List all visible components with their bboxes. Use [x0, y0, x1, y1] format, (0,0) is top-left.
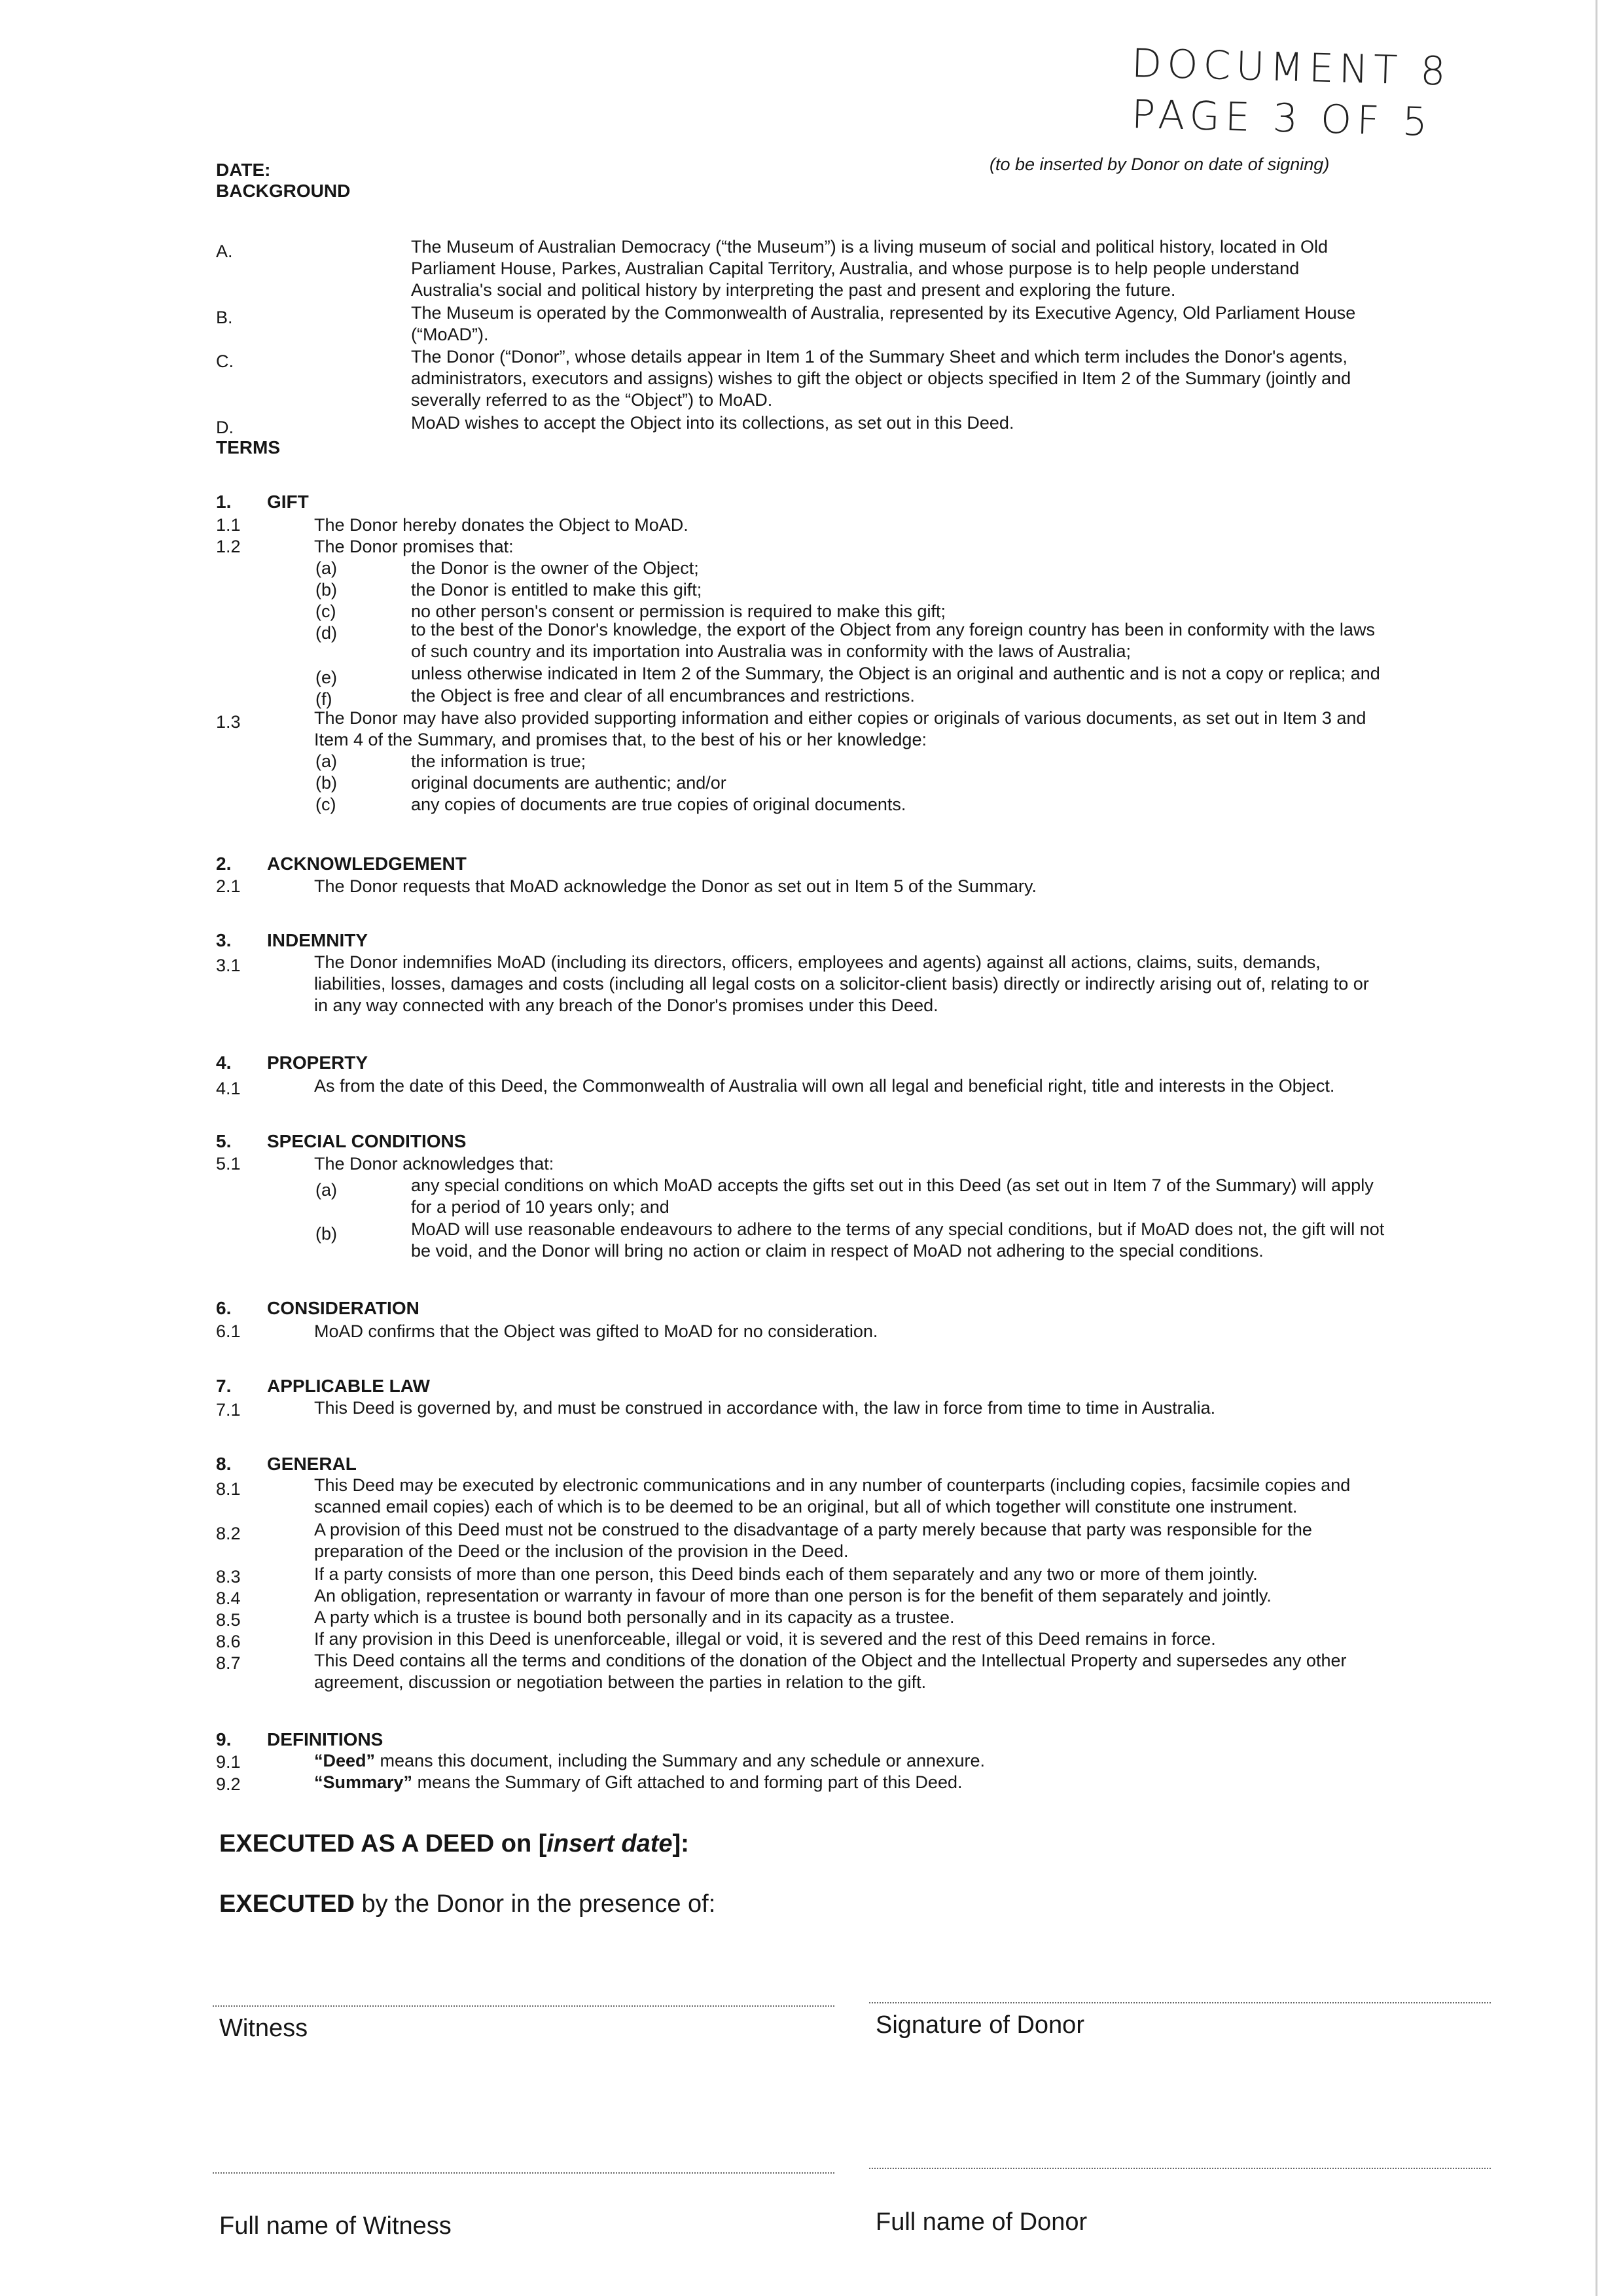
handwritten-page-number: PAGE 3 OF 5 [1131, 92, 1433, 146]
clause-text: in any way connected with any breach of the Donor's promises under this Deed. [314, 996, 938, 1015]
witness-label: Witness [219, 2015, 308, 2042]
clause-number: 8.2 [216, 1524, 241, 1543]
section-number: 7. [216, 1376, 232, 1396]
section-title: DEFINITIONS [267, 1729, 383, 1749]
section-number: 8. [216, 1454, 232, 1474]
date-label: DATE: [216, 160, 271, 180]
clause-text: preparation of the Deed or the inclusion of the provision in the Deed. [314, 1541, 849, 1561]
clause-number: 8.7 [216, 1653, 241, 1673]
clause-text: The Donor may have also provided supporting information and either copies or originals of various documents, as set out in Item 3 and [314, 708, 1366, 728]
executed-word: EXECUTED [219, 1890, 355, 1918]
recital-label: A. [216, 242, 233, 261]
item-label: (f) [315, 689, 332, 709]
clause-text: As from the date of this Deed, the Commonwealth of Australia will own all legal and beneficial right, title and interests in the Object. [314, 1076, 1335, 1096]
recital-label: D. [216, 418, 234, 437]
item-text: the Object is free and clear of all encumbrances and restrictions. [411, 686, 915, 706]
section-number: 1. [216, 492, 232, 512]
item-label: (a) [315, 558, 337, 578]
section-title: GIFT [267, 492, 309, 512]
donor-signature-line [869, 2002, 1491, 2003]
clause-text: The Donor acknowledges that: [314, 1154, 554, 1174]
definition-body: means this document, including the Summary and any schedule or annexure. [375, 1751, 986, 1770]
clause-text: The Donor indemnifies MoAD (including its directors, officers, employees and agents) against all actions, claims, suits, demands, [314, 952, 1321, 972]
clause-number: 8.3 [216, 1567, 241, 1587]
clause-text: The Donor hereby donates the Object to MoAD. [314, 515, 688, 535]
section-title: SPECIAL CONDITIONS [267, 1131, 467, 1151]
clause-number: 2.1 [216, 876, 241, 896]
section-title: GENERAL [267, 1454, 357, 1474]
clause-number: 1.1 [216, 515, 241, 535]
section-number: 9. [216, 1729, 232, 1749]
clause-number: 1.3 [216, 712, 241, 732]
executed-as-deed-end: ]: [672, 1830, 689, 1857]
recital-text: The Museum is operated by the Commonwealth of Australia, represented by its Executive Agency, Old Parliament House [411, 303, 1356, 323]
clause-text: scanned email copies) each of which is to be deemed to be an original, but all of which together will constitute one instrument. [314, 1497, 1298, 1516]
donor-name-line [869, 2168, 1491, 2169]
insert-date-placeholder: insert date [546, 1830, 673, 1857]
clause-number: 9.1 [216, 1752, 241, 1772]
clause-text: Item 4 of the Summary, and promises that, to the best of his or her knowledge: [314, 730, 927, 749]
item-text: the Donor is the owner of the Object; [411, 558, 699, 578]
clause-text: This Deed contains all the terms and conditions of the donation of the Object and the Intellectual Property and supersedes any other [314, 1651, 1347, 1670]
recital-label: B. [216, 308, 233, 327]
section-number: 6. [216, 1298, 232, 1318]
clause-number: 8.5 [216, 1610, 241, 1630]
item-label: (b) [315, 580, 337, 600]
section-title: CONSIDERATION [267, 1298, 419, 1318]
item-label: (c) [315, 795, 336, 814]
clause-text: agreement, discussion or negotiation between the parties in relation to the gift. [314, 1672, 927, 1692]
item-text: for a period of 10 years only; and [411, 1197, 669, 1217]
item-text: be void, and the Donor will bring no action or claim in respect of MoAD not adhering to the special conditions. [411, 1241, 1264, 1261]
clause-text: An obligation, representation or warranty in favour of more than one person is for the benefit of them separately and jointly. [314, 1586, 1272, 1605]
item-label: (a) [315, 751, 337, 771]
section-title: PROPERTY [267, 1052, 368, 1073]
handwritten-document-number: DOCUMENT 8 [1131, 41, 1452, 95]
section-title: INDEMNITY [267, 930, 368, 950]
item-label: (d) [315, 623, 337, 643]
item-text: to the best of the Donor's knowledge, the export of the Object from any foreign country has been in conformity with the laws [411, 620, 1375, 639]
terms-label: TERMS [216, 437, 280, 457]
recital-text: The Donor (“Donor”, whose details appear in Item 1 of the Summary Sheet and which term includes the Donor's agents, [411, 347, 1347, 367]
definition-body: means the Summary of Gift attached to and forming part of this Deed. [412, 1772, 963, 1792]
clause-number: 9.2 [216, 1774, 241, 1794]
definition-text [314, 1771, 962, 1793]
clause-text: The Donor promises that: [314, 537, 514, 556]
witness-name-line [213, 2172, 834, 2174]
executed-by-donor-line [219, 1890, 715, 1918]
clause-text: liabilities, losses, damages and costs (including all legal costs on a solicitor-client basis) directly or indirectly arising out of, relating to or [314, 974, 1369, 994]
item-text: the information is true; [411, 751, 586, 771]
clause-text: This Deed may be executed by electronic communications and in any number of counterparts (including copies, facsimile copies and [314, 1475, 1351, 1495]
section-title: APPLICABLE LAW [267, 1376, 430, 1396]
clause-text: If any provision in this Deed is unenforceable, illegal or void, it is severed and the rest of this Deed remains in force. [314, 1629, 1216, 1649]
defined-term: “Summary” [314, 1772, 413, 1792]
item-label: (b) [315, 773, 337, 793]
executed-by-donor-text: by the Donor in the presence of: [354, 1890, 716, 1918]
clause-text: A party which is a trustee is bound both personally and in its capacity as a trustee. [314, 1607, 955, 1627]
item-text: any copies of documents are true copies of original documents. [411, 795, 906, 814]
item-label: (b) [315, 1224, 337, 1244]
item-text: any special conditions on which MoAD accepts the gifts set out in this Deed (as set out in Item 7 of the Summary) will apply [411, 1175, 1374, 1195]
item-label: (c) [315, 601, 336, 621]
executed-as-deed-line [219, 1830, 689, 1858]
date-note: (to be inserted by Donor on date of signing) [990, 154, 1330, 174]
page-edge-shadow [1596, 0, 1597, 2296]
section-title: ACKNOWLEDGEMENT [267, 853, 467, 874]
clause-text: If a party consists of more than one person, this Deed binds each of them separately and any two or more of them jointly. [314, 1564, 1258, 1584]
clause-number: 3.1 [216, 956, 241, 975]
clause-number: 1.2 [216, 537, 241, 556]
executed-as-deed-text: EXECUTED AS A DEED on [ [219, 1830, 547, 1857]
definition-text [314, 1749, 985, 1772]
section-number: 5. [216, 1131, 232, 1151]
recital-text: Australia's social and political history by interpreting the past and present and exploring the future. [411, 280, 1176, 300]
item-text: original documents are authentic; and/or [411, 773, 726, 793]
item-text: the Donor is entitled to make this gift; [411, 580, 702, 600]
full-name-of-donor-label: Full name of Donor [876, 2208, 1088, 2236]
clause-text: This Deed is governed by, and must be construed in accordance with, the law in force from time to time in Australia. [314, 1398, 1216, 1418]
clause-number: 8.1 [216, 1479, 241, 1499]
section-number: 4. [216, 1052, 232, 1073]
defined-term: “Deed” [314, 1751, 376, 1770]
item-text: no other person's consent or permission is required to make this gift; [411, 601, 946, 621]
item-text: MoAD will use reasonable endeavours to adhere to the terms of any special conditions, but if MoAD does not, the gift will not [411, 1219, 1385, 1239]
clause-number: 7.1 [216, 1400, 241, 1420]
recital-text: (“MoAD”). [411, 325, 489, 344]
clause-text: MoAD confirms that the Object was gifted to MoAD for no consideration. [314, 1321, 878, 1341]
section-number: 2. [216, 853, 232, 874]
signature-of-donor-label: Signature of Donor [876, 2011, 1084, 2039]
background-label: BACKGROUND [216, 181, 351, 201]
clause-text: A provision of this Deed must not be construed to the disadvantage of a party merely because that party was responsible for the [314, 1520, 1312, 1539]
clause-number: 4.1 [216, 1079, 241, 1098]
item-label: (a) [315, 1180, 337, 1200]
clause-number: 8.4 [216, 1588, 241, 1608]
section-number: 3. [216, 930, 232, 950]
recital-text: Parliament House, Parkes, Australian Capital Territory, Australia, and whose purpose is to help people understand [411, 259, 1300, 278]
recital-label: C. [216, 351, 234, 371]
clause-number: 5.1 [216, 1154, 241, 1174]
recital-text: The Museum of Australian Democracy (“the Museum”) is a living museum of social and political history, located in Old [411, 237, 1329, 257]
clause-number: 6.1 [216, 1321, 241, 1341]
recital-text: severally referred to as the “Object”) to MoAD. [411, 390, 773, 410]
recital-text: MoAD wishes to accept the Object into its collections, as set out in this Deed. [411, 413, 1014, 433]
full-name-of-witness-label: Full name of Witness [219, 2212, 452, 2240]
recital-text: administrators, executors and assigns) wishes to gift the object or objects specified in Item 2 of the Summary (jointly and [411, 368, 1351, 388]
clause-text: The Donor requests that MoAD acknowledge the Donor as set out in Item 5 of the Summary. [314, 876, 1037, 896]
item-text: of such country and its importation into Australia was in conformity with the laws of Australia; [411, 641, 1132, 661]
item-label: (e) [315, 668, 337, 687]
witness-signature-line [213, 2005, 834, 2007]
item-text: unless otherwise indicated in Item 2 of the Summary, the Object is an original and authentic and is not a copy or replica; and [411, 664, 1380, 683]
clause-number: 8.6 [216, 1632, 241, 1651]
